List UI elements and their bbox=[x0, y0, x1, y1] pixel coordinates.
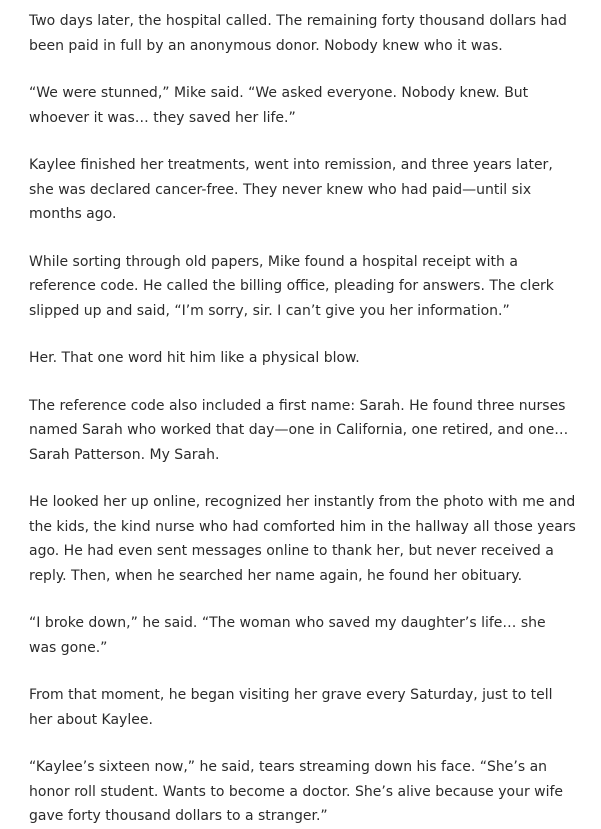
paragraph: “We were stunned,” Mike said. “We asked everyone. Nobody knew. But whoever it was… they saved her life.” bbox=[29, 85, 529, 126]
paragraph: The reference code also included a first name: Sarah. He found three nurses named Sarah who worked that day—one in California, one retired, and one… Sarah Patterson. My Sarah. bbox=[29, 397, 569, 463]
paragraph: Two days later, the hospital called. The remaining forty thousand dollars had been paid in full by an anonymous donor. Nobody knew who it was. bbox=[29, 13, 567, 54]
paragraph: “I broke down,” he said. “The woman who saved my daughter’s life… she was gone.” bbox=[29, 615, 546, 656]
paragraph: Her. That one word hit him like a physical blow. bbox=[29, 350, 360, 366]
paragraph: He looked her up online, recognized her instantly from the photo with me and the kids, the kind nurse who had comforted him in the hallway all those years ago. He had even sent messages online to thank her, but never received a reply. Then, when he searched her name again, he found her obituary. bbox=[29, 494, 576, 584]
paragraph: Kaylee finished her treatments, went into remission, and three years later, she was declared cancer-free. They never knew who had paid—until six months ago. bbox=[29, 157, 553, 222]
paragraph: “Kaylee’s sixteen now,” he said, tears streaming down his face. “She’s an honor roll student. Wants to become a doctor. She’s alive because your wife gave forty thousand dollars to a stranger.” bbox=[29, 759, 564, 824]
paragraph: While sorting through old papers, Mike found a hospital receipt with a reference code. He called the billing office, pleading for answers. The clerk slipped up and said, “I’m sorry, sir. I can’t give you her information.” bbox=[29, 253, 554, 319]
paragraph: From that moment, he began visiting her grave every Saturday, just to tell her about Kaylee. bbox=[29, 687, 553, 728]
